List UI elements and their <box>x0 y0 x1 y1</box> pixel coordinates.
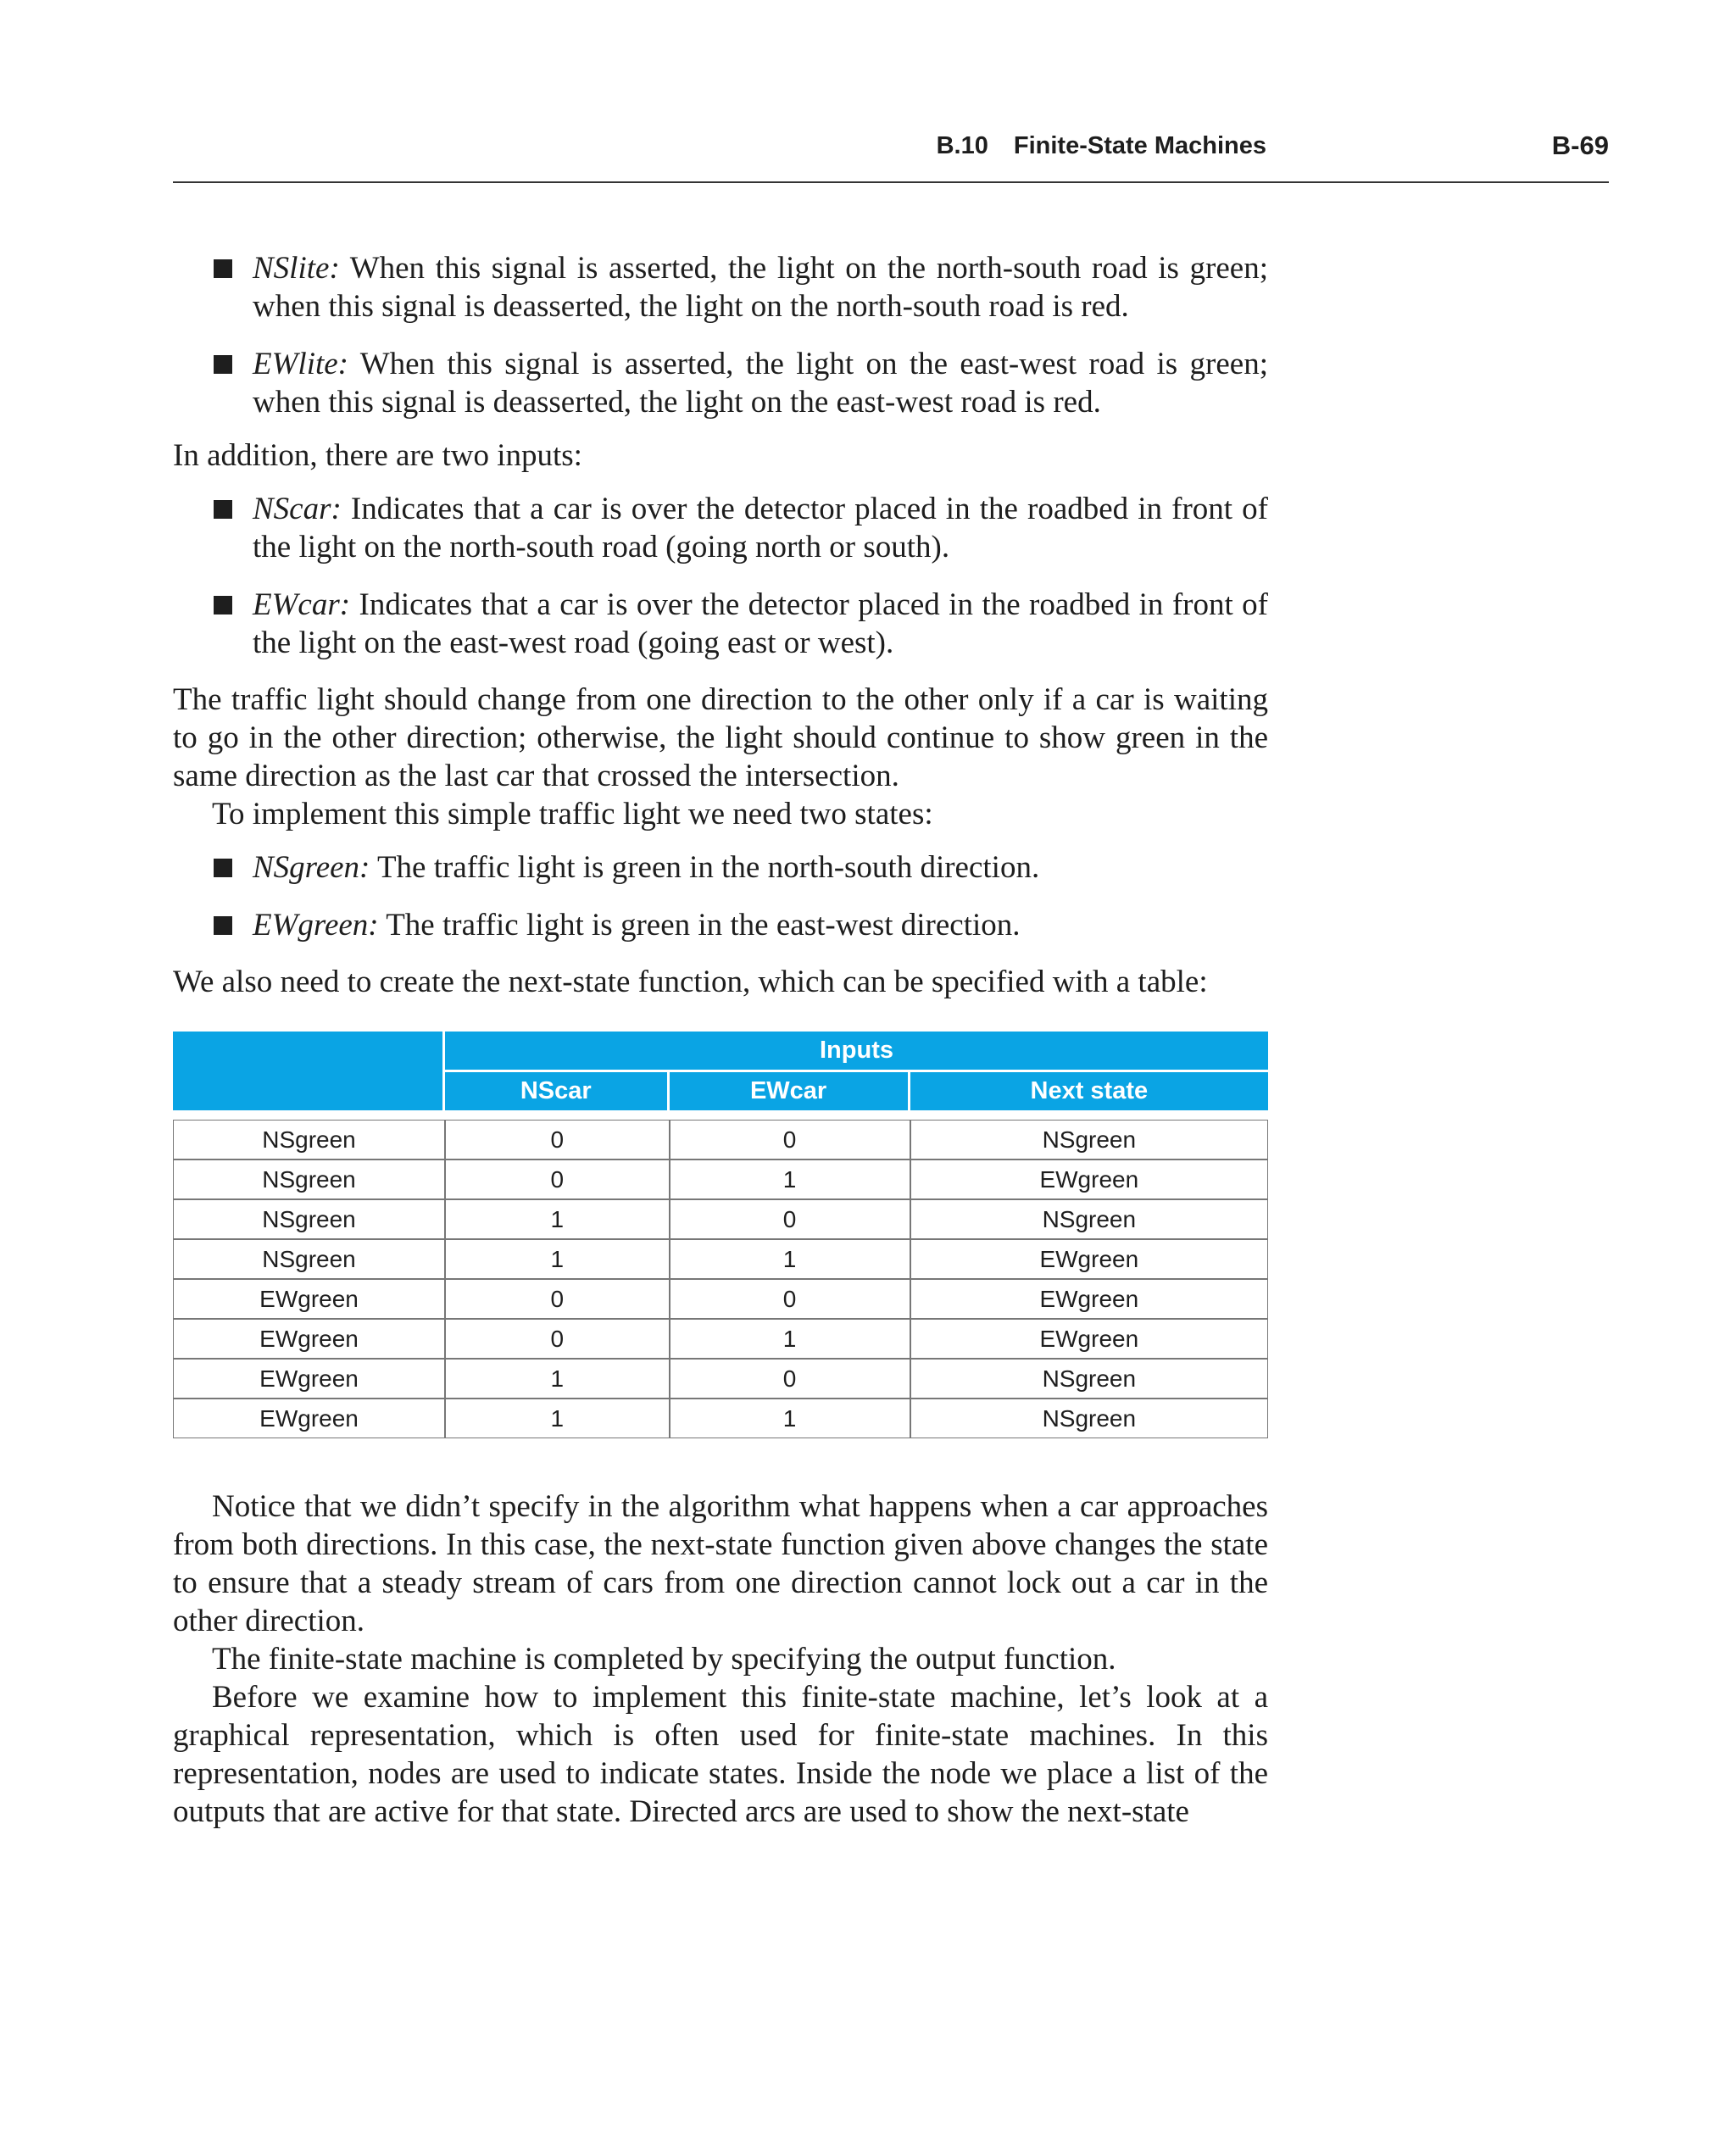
bullet-text <box>253 490 1268 566</box>
next-state-cell: NSgreen <box>910 1399 1268 1438</box>
notice-paragraph: Notice that we didn’t specify in the algorithm what happens when a car approaches from both directions. In this case, the next-state function given above changes the state to ensure that a steady stream of cars from one direction cannot lock out a car in the other direction. <box>173 1489 1268 1638</box>
section-title: Finite-State Machines <box>1013 132 1266 159</box>
ewcar-cell: 0 <box>670 1359 910 1399</box>
bullet-square-icon <box>214 259 232 278</box>
current-state-cell: EWgreen <box>173 1279 445 1319</box>
table-intro-paragraph: We also need to create the next-state function, which can be specified with a table: <box>173 965 1208 999</box>
bullet-square-icon <box>214 916 232 935</box>
bullet-square-icon <box>214 859 232 877</box>
graphical-representation-paragraph: Before we examine how to implement this finite-state machine, let’s look at a graphical representation, which is often used for finite-state machines. In this representation, nodes are used to indicate states. Inside the node we place a list of the outputs that are active for that state. Directed arcs are used to show the next-state <box>173 1680 1268 1829</box>
change-paragraph: The traffic light should change from one direction to the other only if a car is waiting to go in the other direction; otherwise, the light should continue to show green in the same direction as the last car that crossed the intersection. <box>173 682 1268 793</box>
ewcar-cell: 1 <box>670 1159 910 1199</box>
bullet-description: Indicates that a car is over the detector placed in the roadbed in front of the light on the east-west road (going east or west). <box>253 587 1268 660</box>
nscar-cell: 1 <box>445 1359 670 1399</box>
bullet-square-icon <box>214 596 232 614</box>
table-row <box>173 1239 1268 1279</box>
current-state-cell: NSgreen <box>173 1159 445 1199</box>
ewcar-cell: 1 <box>670 1239 910 1279</box>
nscar-cell: 1 <box>445 1199 670 1239</box>
ewcar-cell: 1 <box>670 1319 910 1359</box>
table-row <box>173 1159 1268 1199</box>
table-row <box>173 1279 1268 1319</box>
nscar-cell: 1 <box>445 1239 670 1279</box>
bullet-term: NScar: <box>253 492 342 526</box>
table-header-next-state: Next state <box>910 1072 1268 1113</box>
bullet-text <box>253 906 1268 944</box>
next-state-table <box>173 1032 1268 1438</box>
ewcar-cell: 0 <box>670 1279 910 1319</box>
next-state-cell: EWgreen <box>910 1159 1268 1199</box>
bullet-text <box>253 249 1268 325</box>
table-row <box>173 1319 1268 1359</box>
next-state-cell: NSgreen <box>910 1359 1268 1399</box>
inputs-intro-paragraph: In addition, there are two inputs: <box>173 438 582 473</box>
current-state-cell: NSgreen <box>173 1199 445 1239</box>
next-state-cell: EWgreen <box>910 1279 1268 1319</box>
bullet-text <box>253 848 1268 887</box>
bullet-description: The traffic light is green in the north-south direction. <box>370 850 1040 885</box>
table-header-ewcar: EWcar <box>670 1072 910 1113</box>
next-state-cell: EWgreen <box>910 1319 1268 1359</box>
body-text <box>173 249 1268 1831</box>
bullet-term: NSlite: <box>253 251 340 286</box>
bullet-description: When this signal is asserted, the light on the east-west road is green; when this signal is deasserted, the light on the east-west road is red. <box>253 347 1268 420</box>
bullet-item <box>173 345 1268 421</box>
bullet-text <box>253 586 1268 662</box>
page-number: B-69 <box>1551 131 1609 160</box>
table-header-nscar: NScar <box>445 1072 670 1113</box>
current-state-cell: NSgreen <box>173 1120 445 1159</box>
bullet-item <box>173 249 1268 325</box>
bullet-item <box>173 586 1268 662</box>
bullet-square-icon <box>214 355 232 374</box>
current-state-cell: EWgreen <box>173 1399 445 1438</box>
ewcar-cell: 1 <box>670 1399 910 1438</box>
next-state-cell: EWgreen <box>910 1239 1268 1279</box>
ewcar-cell: 0 <box>670 1120 910 1159</box>
states-intro-paragraph: To implement this simple traffic light we need two states: <box>212 797 933 831</box>
bullet-text <box>253 345 1268 421</box>
table-header-blank <box>173 1032 445 1113</box>
section-heading <box>937 132 1266 160</box>
table-row <box>173 1399 1268 1438</box>
bullet-description: The traffic light is green in the east-west direction. <box>378 908 1021 943</box>
table-row <box>173 1199 1268 1239</box>
bullet-description: Indicates that a car is over the detector placed in the roadbed in front of the light on the north-south road (going north or south). <box>253 492 1268 564</box>
nscar-cell: 0 <box>445 1120 670 1159</box>
ewcar-cell: 0 <box>670 1199 910 1239</box>
bullet-item <box>173 490 1268 566</box>
next-state-cell: NSgreen <box>910 1120 1268 1159</box>
bullet-term: EWgreen: <box>253 908 379 943</box>
bullet-item <box>173 906 1268 944</box>
bullet-term: NSgreen: <box>253 850 370 885</box>
next-state-cell: NSgreen <box>910 1199 1268 1239</box>
section-number: B.10 <box>936 132 988 159</box>
nscar-cell: 0 <box>445 1319 670 1359</box>
bullet-square-icon <box>214 500 232 519</box>
current-state-cell: EWgreen <box>173 1359 445 1399</box>
current-state-cell: EWgreen <box>173 1319 445 1359</box>
current-state-cell: NSgreen <box>173 1239 445 1279</box>
nscar-cell: 0 <box>445 1159 670 1199</box>
nscar-cell: 1 <box>445 1399 670 1438</box>
table-header-inputs: Inputs <box>445 1032 1268 1072</box>
bullet-description: When this signal is asserted, the light on the north-south road is green; when this signal is deasserted, the light on the north-south road is red. <box>253 251 1268 324</box>
nscar-cell: 0 <box>445 1279 670 1319</box>
bullet-term: EWlite: <box>253 347 349 381</box>
bullet-item <box>173 848 1268 887</box>
table-row <box>173 1120 1268 1159</box>
bullet-term: EWcar: <box>253 587 351 622</box>
running-head <box>173 129 1609 183</box>
output-function-paragraph: The finite-state machine is completed by specifying the output function. <box>212 1642 1116 1677</box>
table-row <box>173 1359 1268 1399</box>
